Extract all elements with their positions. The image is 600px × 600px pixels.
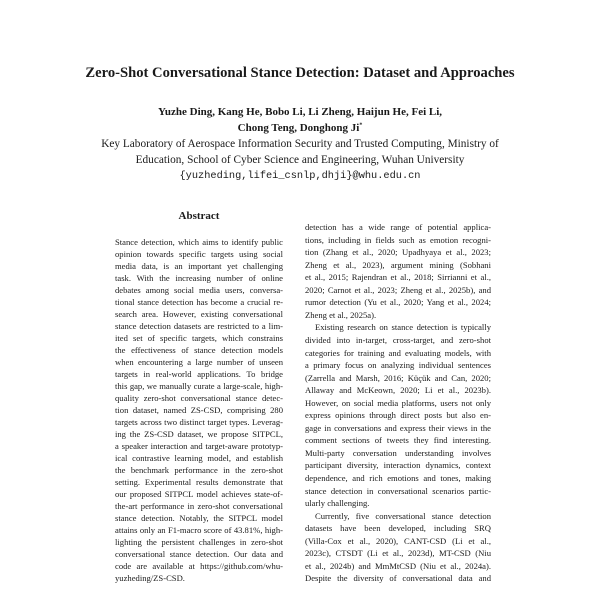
body-text-line: Despite the diversity of conversational data and — [305, 573, 491, 584]
body-text-line: gage in conversations and express their views in the — [305, 422, 491, 433]
body-text-line: rumor detection (Yu et al., 2020; Yang et al., 2024; — [305, 297, 491, 308]
abstract-line: debates among social media users, conversa- — [115, 285, 283, 295]
paper-title: Zero-Shot Conversational Stance Detection: Dataset and Approaches — [85, 65, 515, 81]
body-text-line: 2020; Carnot et al., 2023; Zheng et al., 2025b), and — [305, 284, 491, 295]
body-text-line: express opinions through direct posts but also en- — [305, 410, 491, 421]
abstract-line: search area. However, existing conversational — [115, 309, 283, 319]
abstract-line: our proposed SITPCL model achieves state-of- — [115, 489, 283, 499]
abstract-line: task. With the increasing number of online — [115, 273, 283, 283]
abstract-line: stance detection. Notably, the SITPCL model — [115, 513, 283, 523]
abstract-line: stance detection datasets are restricted to a lim- — [115, 321, 283, 331]
body-text-line: Existing research on stance detection is typically — [315, 322, 491, 333]
body-text-line: datasets have been developed, including SRQ — [305, 523, 491, 534]
body-text-line: stance detection in conversational scenarios partic- — [305, 485, 491, 496]
body-text-line: Multi-party conversation understanding involves — [305, 447, 491, 458]
author-list: Yuzhe Ding, Kang He, Bobo Li, Li Zheng, Haijun He, Fei Li, — [157, 106, 443, 118]
abstract-line: when encountering a large number of unseen — [115, 357, 283, 367]
corresponding-author-mark: * — [359, 122, 363, 129]
body-text-line: et al., 2024b) and MmMtCSD (Niu et al., 2024a). — [305, 560, 491, 571]
affiliation-line2: Education, School of Cyber Science and Engineering, Wuhan University — [135, 154, 465, 166]
body-text-line: detection has a wide range of potential applica- — [305, 222, 491, 232]
body-text-line: Zheng et al., 2025a). — [305, 309, 377, 320]
abstract-line: tional stance detection has become a crucial re- — [115, 297, 283, 307]
abstract-line: yuzheding/ZS-CSD. — [115, 573, 185, 583]
abstract-line: Stance detection, which aims to identify public — [115, 237, 283, 247]
body-text-line: a primary focus on analyzing individual sentences — [305, 360, 491, 371]
abstract-line: setting. Experimental results demonstrate that — [115, 477, 283, 487]
body-text-line: Currently, five conversational stance detection — [315, 510, 491, 521]
abstract-line: media data, is an important yet challenging — [115, 261, 283, 271]
body-text-line: 2023c), CTSDT (Li et al., 2023d), MT-CSD (Niu — [305, 548, 491, 559]
abstract-line: ited set of specific targets, which constrains — [115, 333, 283, 343]
abstract-line: targets across two distinct target types. Leverag- — [115, 417, 283, 427]
abstract-line: ing the ZS-CSD dataset, we propose SITPCL, — [115, 429, 283, 439]
body-text-line: categories for training and evaluating models, with — [305, 347, 491, 358]
body-text-line: Allaway and McKeown, 2020; Li et al., 2023b). — [305, 385, 491, 396]
abstract-heading: Abstract — [178, 210, 220, 222]
abstract-line: tion dataset, named ZS-CSD, comprising 280 — [115, 405, 283, 415]
body-text-line: et al., 2015; Rajendran et al., 2018; Sirrianni et al., — [305, 272, 491, 283]
abstract-line: ical contrastive learning model, and establish — [115, 453, 283, 463]
abstract-line: the-art performance in zero-shot conversational — [115, 501, 283, 511]
body-text-line: ularly challenging. — [305, 498, 370, 509]
body-text-line: dependence, and rich emotions and tones, making — [305, 473, 491, 483]
body-text-line: tion (Zhang et al., 2020; Upadhyaya et al., 2023; — [305, 247, 491, 258]
author-email: {yuzheding,lifei_csnlp,dhji}@whu.edu.cn — [179, 170, 421, 182]
abstract-line: the benchmark performance in the zero-shot — [115, 465, 283, 475]
author-names: Chong Teng, Donghong Ji — [237, 122, 360, 134]
abstract-line: lighting the persistent challenges in zero-shot — [115, 537, 283, 547]
author-list-line2 — [0, 122, 600, 134]
body-text-line: Zheng et al., 2023), argument mining (Sobhani — [305, 259, 491, 270]
abstract-line: opinion towards specific targets using social — [115, 249, 283, 259]
body-text-line: divided into in-target, cross-target, and zero-shot — [305, 334, 491, 345]
abstract-line: this gap, we manually curate a large-scale, high- — [115, 381, 283, 391]
body-text-line: (Villa-Cox et al., 2020), CANT-CSD (Li et al., — [305, 535, 491, 546]
abstract-line: code are available at https://github.com/whu- — [115, 561, 283, 571]
abstract-line: attains only an F1-macro score of 43.81%, high- — [115, 525, 283, 535]
abstract-line: the effectiveness of stance detection models — [115, 345, 283, 355]
body-text-line: participant diversity, interaction dynamics, context — [305, 460, 491, 471]
affiliation: Key Laboratory of Aerospace Information Security and Trusted Computing, Ministry of — [101, 138, 499, 150]
abstract-line: quality zero-shot conversational stance detec- — [115, 393, 283, 403]
abstract-line: conversational stance detection. Our data and — [115, 549, 283, 559]
abstract-line: a speaker interaction and target-aware prototyp- — [115, 441, 283, 451]
body-text-line: tions, including in fields such as emotion recogni- — [305, 234, 491, 245]
body-text-line: (Zarrella and Marsh, 2016; Küçük and Can, 2020; — [305, 372, 491, 383]
body-text-line: However, on social media platforms, users not only — [305, 397, 491, 408]
body-text-line: comment sections of tweets they find interesting. — [305, 435, 491, 446]
abstract-line: targets in real-world applications. To bridge — [115, 369, 283, 379]
